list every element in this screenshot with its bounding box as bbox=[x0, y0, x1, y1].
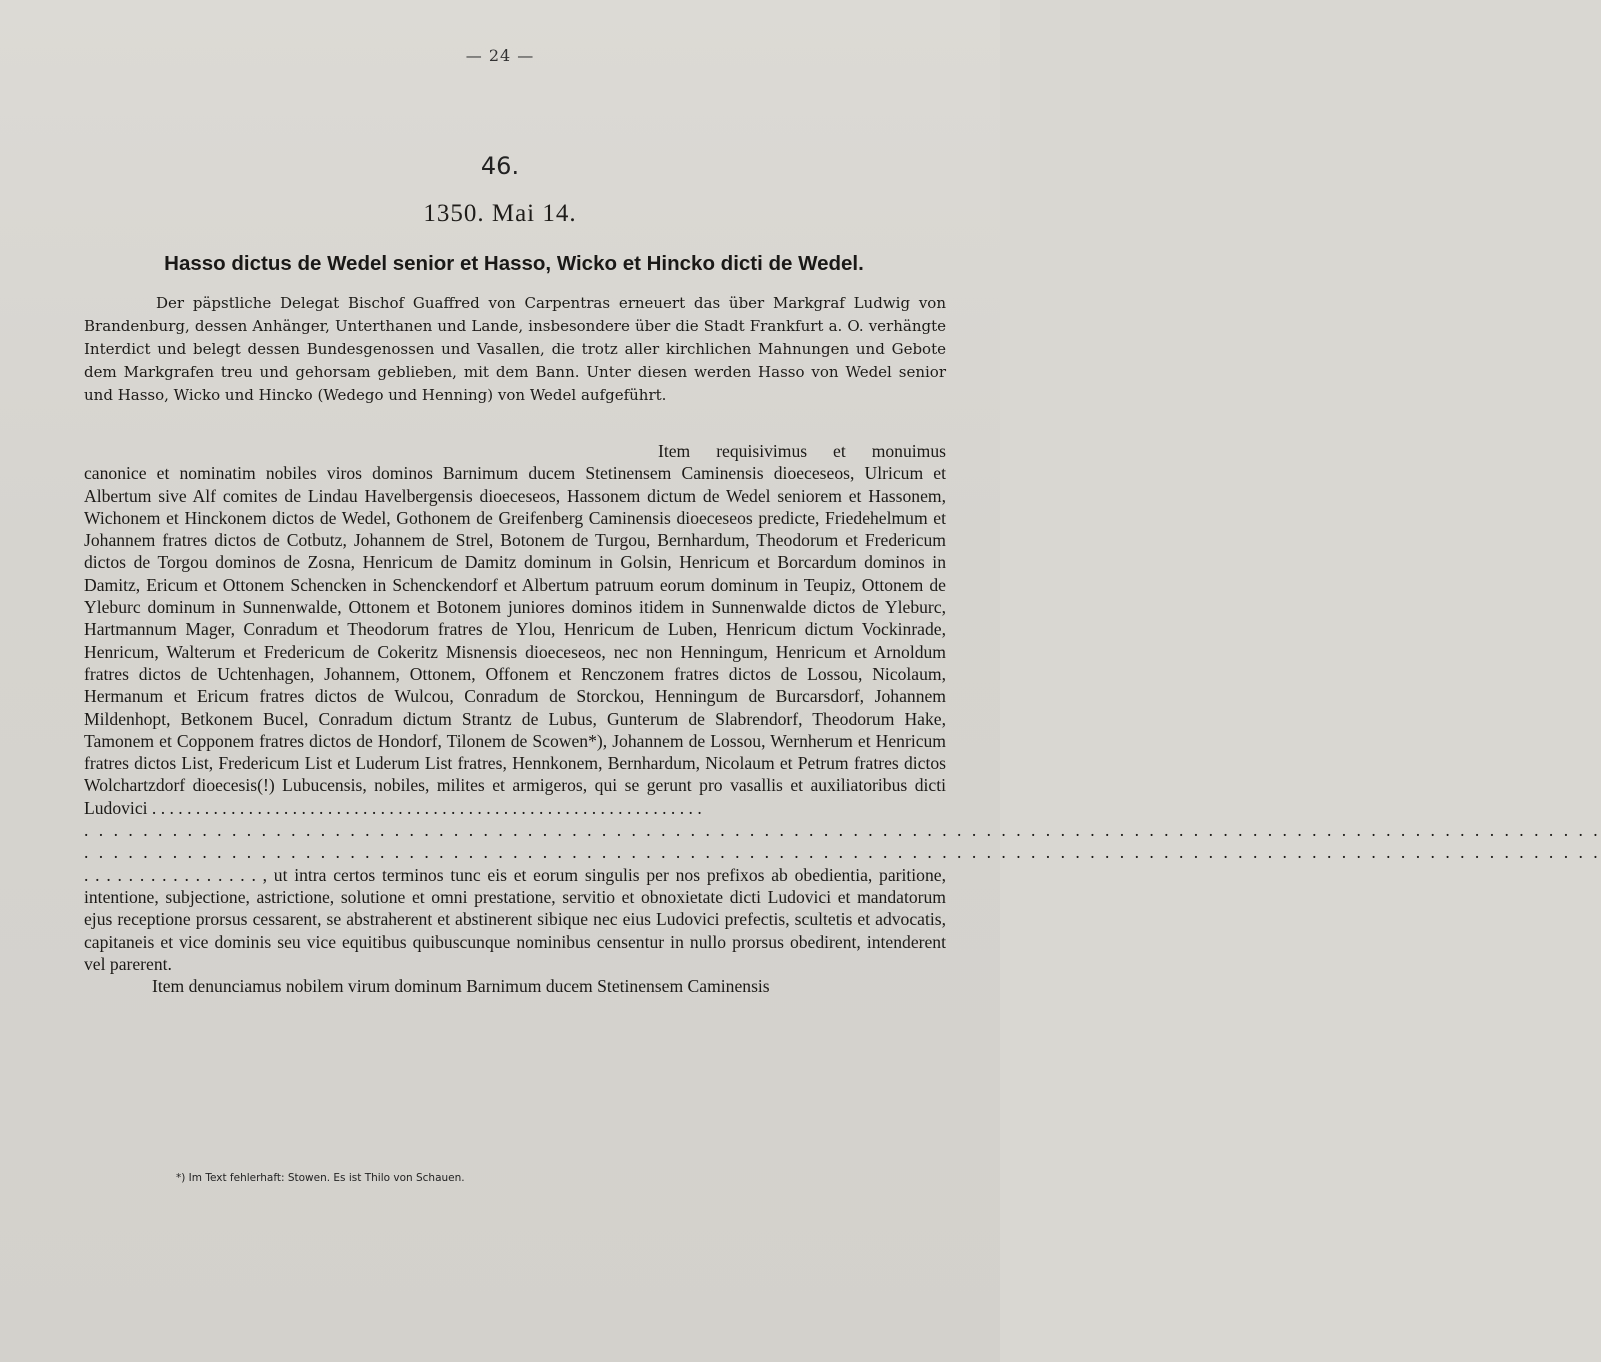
footnote: *) Im Text fehlerhaft: Stowen. Es ist Thilo von Schauen. bbox=[176, 1172, 465, 1184]
document-number: 46. bbox=[480, 152, 520, 180]
document-date: 1350. Mai 14. bbox=[423, 200, 577, 227]
ellipsis-line-2: . . . . . . . . . . . . . . . . . . . . . . . . . . . . . . . . . . . . . . . . . . . . . . . . . . . . . . . . . . . . . . . . . . . . . . . . . . . . . . . . . . . . . . . . . . . . . . . . . . . . . . . bbox=[84, 842, 1601, 863]
latin-body bbox=[84, 440, 1601, 997]
body-paragraph-3: Item denunciamus nobilem virum dominum Barnimum ducem Stetinensem Caminensis bbox=[152, 976, 770, 997]
german-summary: Der päpstliche Delegat Bischof Guaffred von Carpentras erneuert das über Markgraf Ludwig von Brandenburg, dessen Anhänger, Unterthanen und Lande, insbesondere über die Stadt Frankfurt a. O. verhängte Interdict und belegt dessen Bundesgenossen und Vasallen, die trotz aller kirchlichen Mahnungen und Gebote dem Markgrafen treu und gehorsam geblieben, mit dem Bann. Unter diesen werden Hasso von Wedel senior und Hasso, Wicko und Hincko (Wedego und Henning) von Wedel aufgeführt. bbox=[84, 294, 946, 404]
body-paragraph-2: . . . . . . . . . . . . . . . . , ut intra certos terminos tunc eis et eorum singulis per nos prefixos ab obedientia, paritione, intentione, subjectione, astrictione, solutione et omni prestatione, servitio et obnoxietate dicti Ludovici et mandatorum ejus receptione prorsus cessarent, se abstraherent et abstinerent sibique nec eius Ludovici prefectis, scultetis et advocatis, capitaneis et vice dominis seu vice equitibus quibuscunque nominibus censentur in nullo prorsus obedirent, intenderent vel parerent. bbox=[84, 864, 946, 974]
document-heading: Hasso dictus de Wedel senior et Hasso, Wicko et Hincko dicti de Wedel. bbox=[164, 252, 864, 275]
page-number: — 24 — bbox=[465, 46, 535, 65]
body-paragraph-1: Item requisivimus et monuimus canonice et nominatim nobiles viros dominos Barnimum ducem Stetinensem Caminensis dioeceseos, Ulricum et Albertum sive Alf comites de Lindau Havelbergensis dioeceseos, Hassonem dictum de Wedel seniorem et Hassonem, Wichonem et Hinckonem dictos de Wedel, Gothonem de Greifenberg Caminensis dioeceseos predicte, Friedehelmum et Johannem fratres dictos de Cotbutz, Johannem de Strel, Botonem de Turgou, Bernhardum, Theodorum et Fredericum dictos de Torgou dominos de Zosna, Henricum de Damitz dominum in Golsin, Henricum et Borcardum dominos in Damitz, Ericum et Ottonem Schencken in Schenckendorf et Albertum patruum eorum dominum in Teupiz, Ottonem de Yleburc dominum in Sunnenwalde, Ottonem et Botonem juniores dominos itidem in Sunnenwalde dictos de Yleburc, Hartmannum Mager, Conradum et Theodorum fratres de Ylou, Henricum de Luben, Henricum dictum Vockinrade, Henricum, Walterum et Fredericum de Cokeritz Misnensis dioeceseos, nec non Henningum, Henricum et Arnoldum fratres dictos de Uchtenhagen, Johannem, Ottonem, Offonem et Renczonem fratres dictos de Lossou, Nicolaum, Hermanum et Ericum fratres dictos de Wulcou, Conradum de Storckou, Henningum de Burcarsdorf, Johannem Mildenhopt, Betkonem Bucel, Conradum dictum Strantz de Lubus, Gunterum de Slabrendorf, Theodorum Hake, Tamonem et Copponem fratres dictos de Hondorf, Tilonem de Scowen*), Johannem de Lossou, Wernherum et Henricum fratres dictos List, Fredericum List et Luderum List fratres, Hennkonem, Bernhardum, Nicolaum et Petrum fratres dictos Wolchartzdorf dioecesis(!) Lubucensis, nobiles, milites et armigeros, qui se gerunt pro vasallis et auxiliatoribus dicti Ludovici . . . . . . . . . . . . . . . . . . . . . . . . . . . . . . . . . . . . . . . . . . . . . . . . . . . . . . . . . . . . . . . bbox=[84, 441, 946, 818]
ellipsis-line-1: . . . . . . . . . . . . . . . . . . . . . . . . . . . . . . . . . . . . . . . . . . . . . . . . . . . . . . . . . . . . . . . . . . . . . . . . . . . . . . . . . . . . . . . . . . . . . . . . . . . . . . . bbox=[84, 820, 1601, 841]
